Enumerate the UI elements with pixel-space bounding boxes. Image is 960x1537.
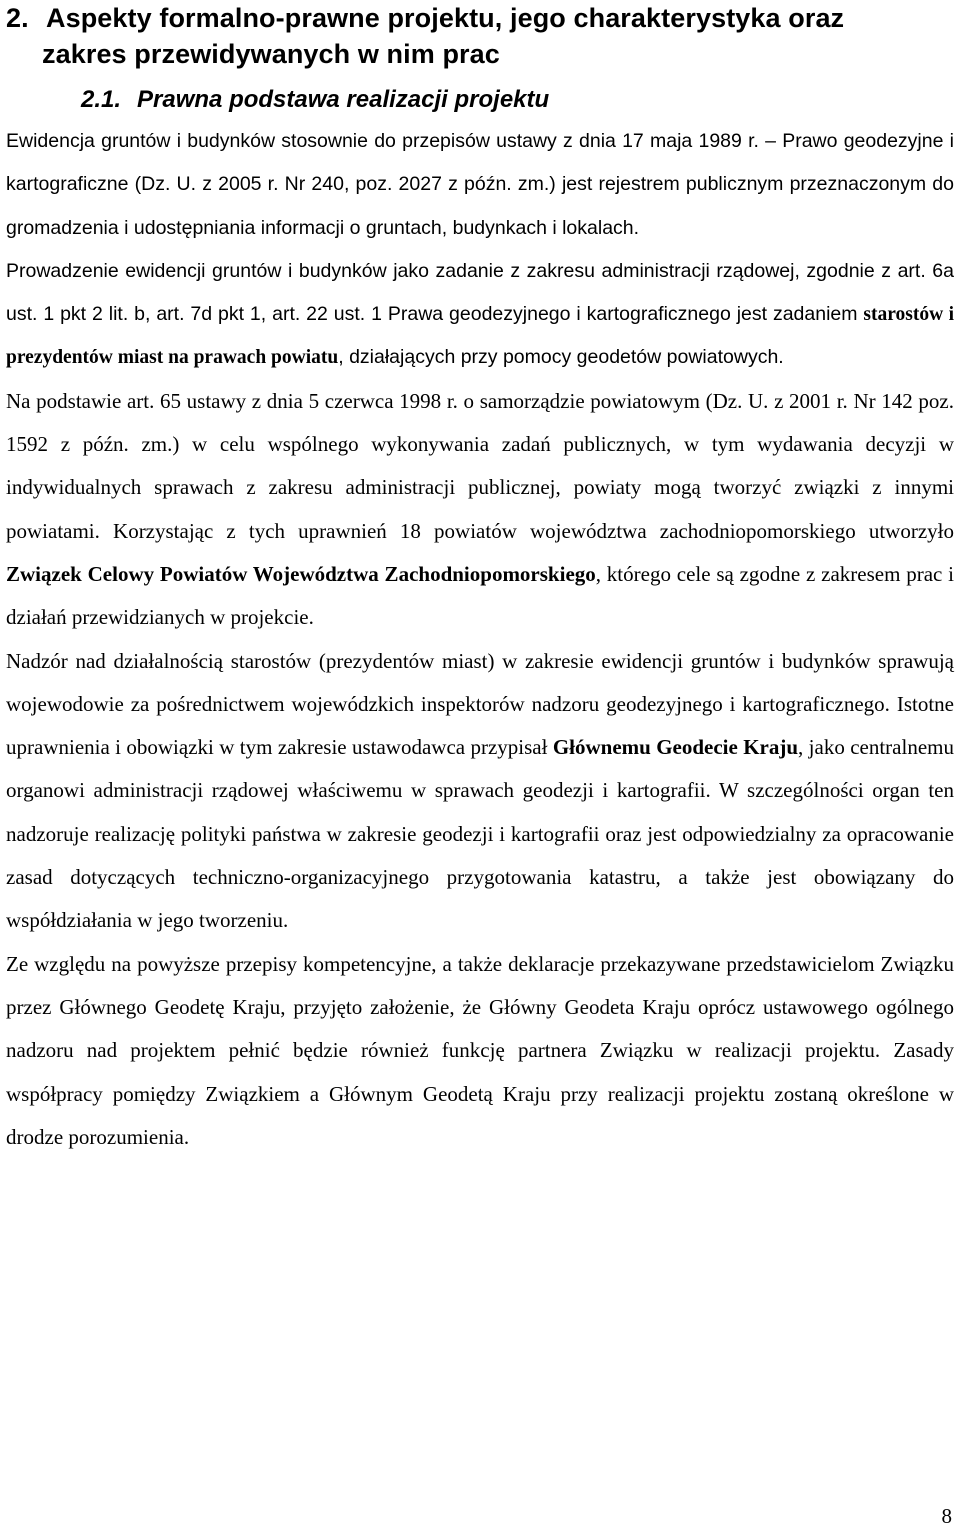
section-title-line2: zakres przewidywanych w nim prac	[42, 39, 500, 69]
paragraph-2	[6, 250, 954, 380]
paragraph-3-bold: Związek Celowy Powiatów Województwa Zachodniopomorskiego	[6, 561, 596, 586]
document-page	[6, 0, 954, 1159]
paragraph-3-text-a: Na podstawie art. 65 ustawy z dnia 5 czerwca 1998 r. o samorządzie powiatowym (Dz. U. z 2001 r. Nr 142 poz. 1592 z późn. zm.) w celu wspólnego wykonywania zadań publicznych, w tym wydawania decyzji w indywidualnych sprawach z zakresu administracji publicznej, powiaty mogą tworzyć związki z innymi powiatami. Korzystając z tych uprawnień 18 powiatów województwa zachodniopomorskiego utworzyło	[6, 388, 954, 543]
page-number: 8	[941, 1504, 952, 1528]
paragraph-4-text-b: , jako centralnemu organowi administracji rządowej właściwemu w sprawach geodezji i kartografii. W szczególności organ ten nadzoruje realizację polityki państwa w zakresie geodezji i kartografii oraz jest odpowiedzialny za opracowanie zasad dotyczących techniczno-organizacyjnego przygotowania katastru, a także jest obowiązany do współdziałania w jego tworzeniu.	[6, 735, 954, 933]
paragraph-2-text-b: , działających przy pomocy geodetów powiatowych.	[338, 346, 784, 369]
paragraph-4-text-a: Nadzór nad działalnością starostów (prezydentów miast) w zakresie ewidencji gruntów i budynków sprawują wojewodowie za pośrednictwem wojewódzkich inspektorów nadzoru geodezyjnego i kartograficznego. Istotne uprawnienia i obowiązki w tym zakresie ustawodawca przypisał	[6, 648, 954, 760]
paragraph-4	[6, 640, 954, 943]
section-title-line1: Aspekty formalno-prawne projektu, jego charakterystyka oraz	[46, 3, 845, 33]
paragraph-5	[6, 943, 954, 1159]
subsection-heading	[81, 84, 954, 116]
section-number: 2.	[6, 3, 29, 33]
paragraph-1-text: Ewidencja gruntów i budynków stosownie do przepisów ustawy z dnia 17 maja 1989 r. – Prawo geodezyjne i kartograficzne (Dz. U. z 2005 r. Nr 240, poz. 2027 z późn. zm.) jest rejestrem publicznym przeznaczonym do gromadzenia i udostępniania informacji o gruntach, budynkach i lokalach.	[6, 130, 954, 239]
paragraph-3	[6, 380, 954, 640]
paragraph-1	[6, 120, 954, 250]
paragraph-5-text: Ze względu na powyższe przepisy kompetencyjne, a także deklaracje przekazywane przedstawicielom Związku przez Głównego Geodetę Kraju, przyjęto założenie, że Główny Geodeta Kraju oprócz ustawowego ogólnego nadzoru nad projektem pełnić będzie również funkcję partnera Związku w realizacji projektu. Zasady współpracy pomiędzy Związkiem a Głównym Geodetą Kraju przy realizacji projektu zostaną określone w drodze porozumienia.	[6, 951, 954, 1149]
section-heading	[6, 0, 954, 72]
subsection-title: Prawna podstawa realizacji projektu	[137, 86, 550, 113]
subsection-number: 2.1.	[81, 86, 122, 113]
paragraph-4-bold: Głównemu Geodecie Kraju	[552, 735, 799, 760]
paragraph-3-text-b: , którego cele są zgodne z zakresem prac i działań przewidzianych w projekcie.	[6, 561, 954, 630]
paragraph-2-text-a: Prowadzenie ewidencji gruntów i budynków jako zadanie z zakresu administracji rządowej, zgodnie z art. 6a ust. 1 pkt 2 lit. b, art. 7d pkt 1, art. 22 ust. 1 Prawa geodezyjnego i kartograficznego jest zadaniem	[6, 259, 954, 326]
paragraph-2-bold: starostów i prezydentów miast na prawach powiatu	[6, 304, 955, 369]
